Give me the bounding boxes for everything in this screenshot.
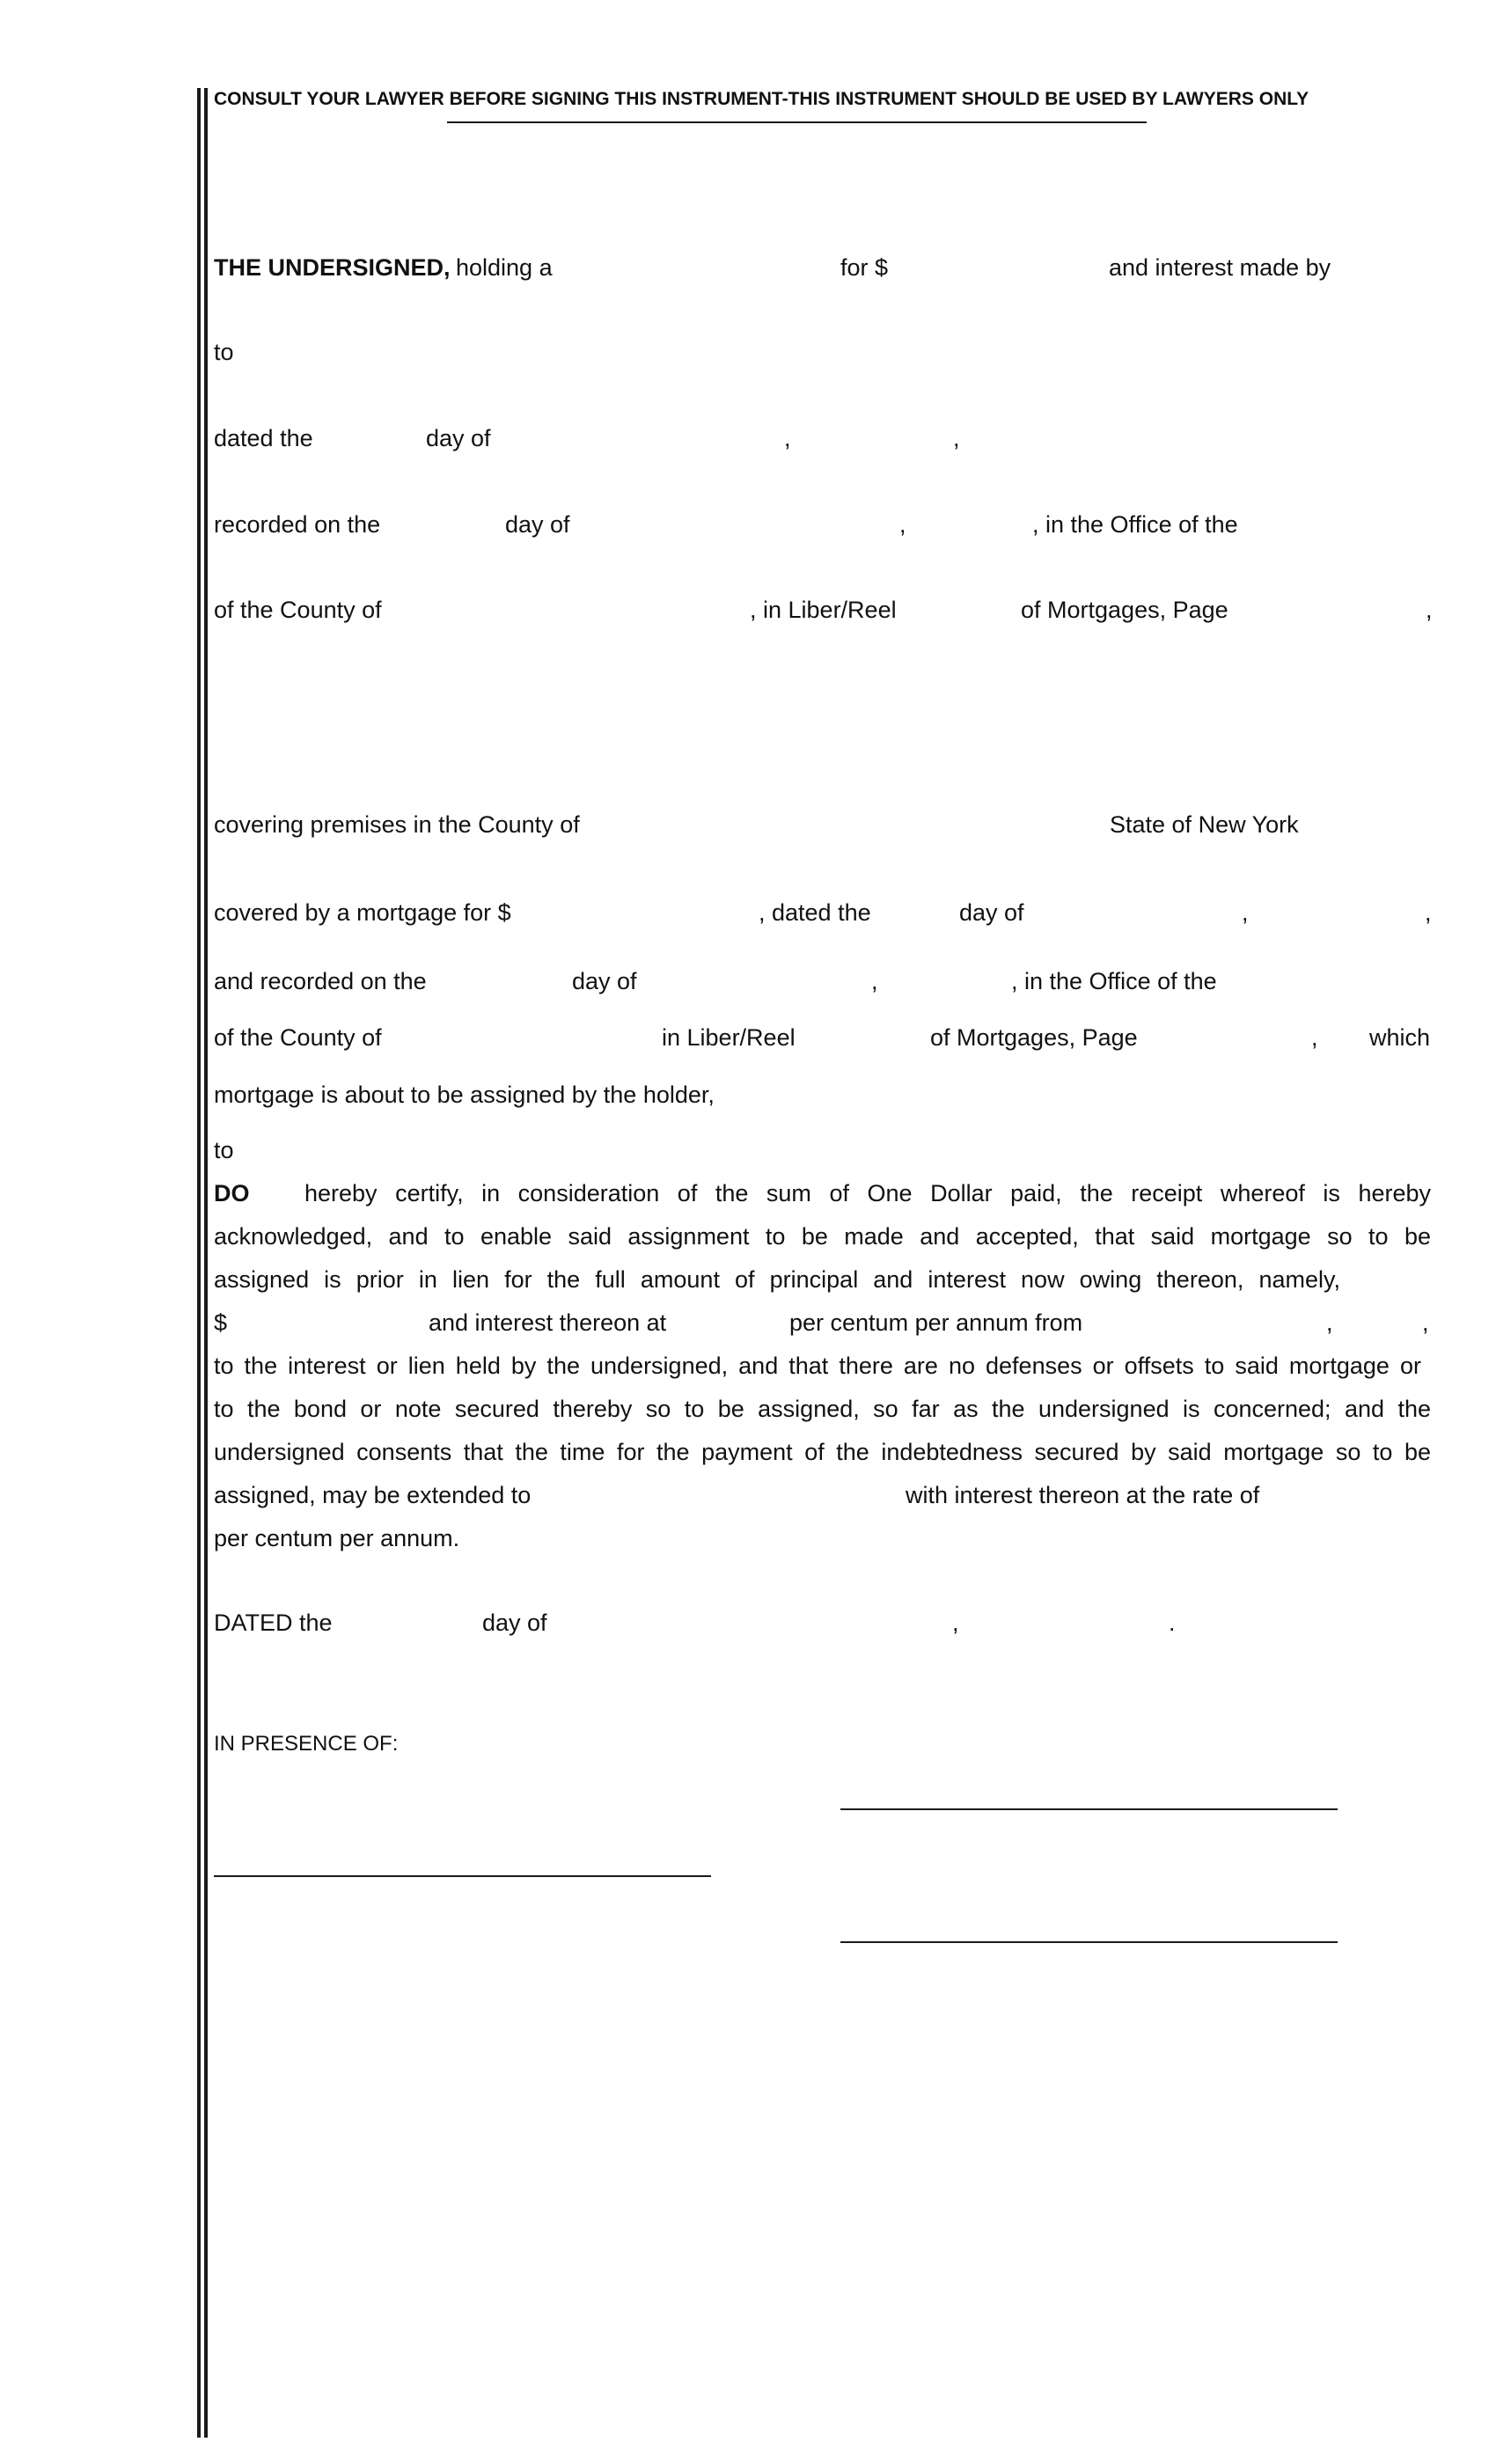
- day-of-text-2: day of: [505, 511, 570, 538]
- mortgages-page-text-2: of Mortgages, Page: [930, 1024, 1138, 1051]
- dated-the-footer-text: DATED the: [214, 1610, 333, 1636]
- for-dollar-text: for $: [840, 254, 889, 281]
- comma-2a: ,: [899, 511, 906, 538]
- do-label: DO: [214, 1180, 250, 1206]
- comma-8a: ,: [952, 1610, 959, 1636]
- period-8b: .: [1169, 1610, 1176, 1636]
- interest-made-by-text: and interest made by: [1109, 254, 1331, 281]
- office-of-the-text-1: , in the Office of the: [1032, 511, 1238, 538]
- covering-premises-text: covering premises in the County of: [214, 811, 580, 838]
- dated-the-text-2: , dated the: [759, 899, 871, 926]
- comma-7b: ,: [1422, 1309, 1429, 1336]
- interest-thereon-at-text: and interest thereon at: [429, 1309, 667, 1336]
- comma-6a: ,: [1311, 1024, 1318, 1051]
- holding-a-text: holding a: [456, 254, 553, 281]
- undersigned-label: THE UNDERSIGNED,: [214, 254, 451, 281]
- county-of-text-2: of the County of: [214, 1024, 382, 1051]
- mortgages-page-text-1: of Mortgages, Page: [1021, 597, 1228, 623]
- lawyer-warning-header: CONSULT YOUR LAWYER BEFORE SIGNING THIS INSTRUMENT-THIS INSTRUMENT SHOULD BE USED BY LAWYERS ONLY: [214, 89, 1309, 109]
- about-to-be-assigned-text: mortgage is about to be assigned by the holder,: [214, 1082, 715, 1108]
- certify-line-3: assigned is prior in lien for the full amount of principal and interest now owing thereon, namely,: [214, 1266, 1340, 1293]
- per-centum-per-annum-text: per centum per annum.: [214, 1525, 460, 1551]
- day-of-text-4: day of: [572, 968, 637, 994]
- to-text-2: to: [214, 1137, 234, 1163]
- certify-line-6: to the bond or note secured thereby so to be assigned, so far as the undersigned is concerned; and the: [214, 1396, 1431, 1422]
- certify-line-7: undersigned consents that the time for the payment of the indebtedness secured by said mortgage so to be: [214, 1439, 1431, 1465]
- to-text-1: to: [214, 339, 234, 365]
- header-underline: [447, 121, 1147, 123]
- per-centum-from-text: per centum per annum from: [789, 1309, 1083, 1336]
- day-of-text-3: day of: [959, 899, 1024, 926]
- comma-4a: ,: [1242, 899, 1249, 926]
- liber-reel-text-1: , in Liber/Reel: [750, 597, 897, 623]
- extended-to-text: assigned, may be extended to: [214, 1482, 532, 1508]
- comma-1b: ,: [953, 425, 960, 451]
- and-recorded-on-the-text: and recorded on the: [214, 968, 427, 994]
- signature-line-1[interactable]: [840, 1808, 1338, 1810]
- certify-line-1: hereby certify, in consideration of the sum of One Dollar paid, the receipt whereof is hereby: [304, 1180, 1431, 1206]
- left-margin-rule-inner: [204, 88, 208, 2438]
- day-of-text-1: day of: [426, 425, 491, 451]
- county-of-text-1: of the County of: [214, 597, 382, 623]
- day-of-footer-text: day of: [482, 1610, 547, 1636]
- signature-line-2[interactable]: [840, 1941, 1338, 1943]
- in-presence-of-text: IN PRESENCE OF:: [214, 1732, 399, 1756]
- comma-5a: ,: [871, 968, 878, 994]
- comma-3a: ,: [1426, 597, 1433, 623]
- dollar-sign-text: $: [214, 1309, 228, 1336]
- recorded-on-the-text: recorded on the: [214, 511, 381, 538]
- liber-reel-text-2: in Liber/Reel: [662, 1024, 796, 1051]
- left-margin-rule-outer: [197, 88, 201, 2438]
- comma-1a: ,: [784, 425, 791, 451]
- certify-line-5: to the interest or lien held by the undersigned, and that there are no defenses or offsets to said mortgage or: [214, 1353, 1421, 1379]
- with-interest-rate-text: with interest thereon at the rate of: [906, 1482, 1260, 1508]
- covered-by-mortgage-text: covered by a mortgage for $: [214, 899, 511, 926]
- comma-7a: ,: [1326, 1309, 1333, 1336]
- certify-line-2: acknowledged, and to enable said assignment to be made and accepted, that said mortgage so to be: [214, 1223, 1431, 1250]
- comma-4b: ,: [1425, 899, 1432, 926]
- witness-signature-line[interactable]: [214, 1875, 711, 1877]
- which-text: which: [1369, 1024, 1431, 1051]
- state-of-new-york-text: State of New York: [1110, 811, 1299, 838]
- dated-the-text: dated the: [214, 425, 313, 451]
- office-of-the-text-2: , in the Office of the: [1011, 968, 1217, 994]
